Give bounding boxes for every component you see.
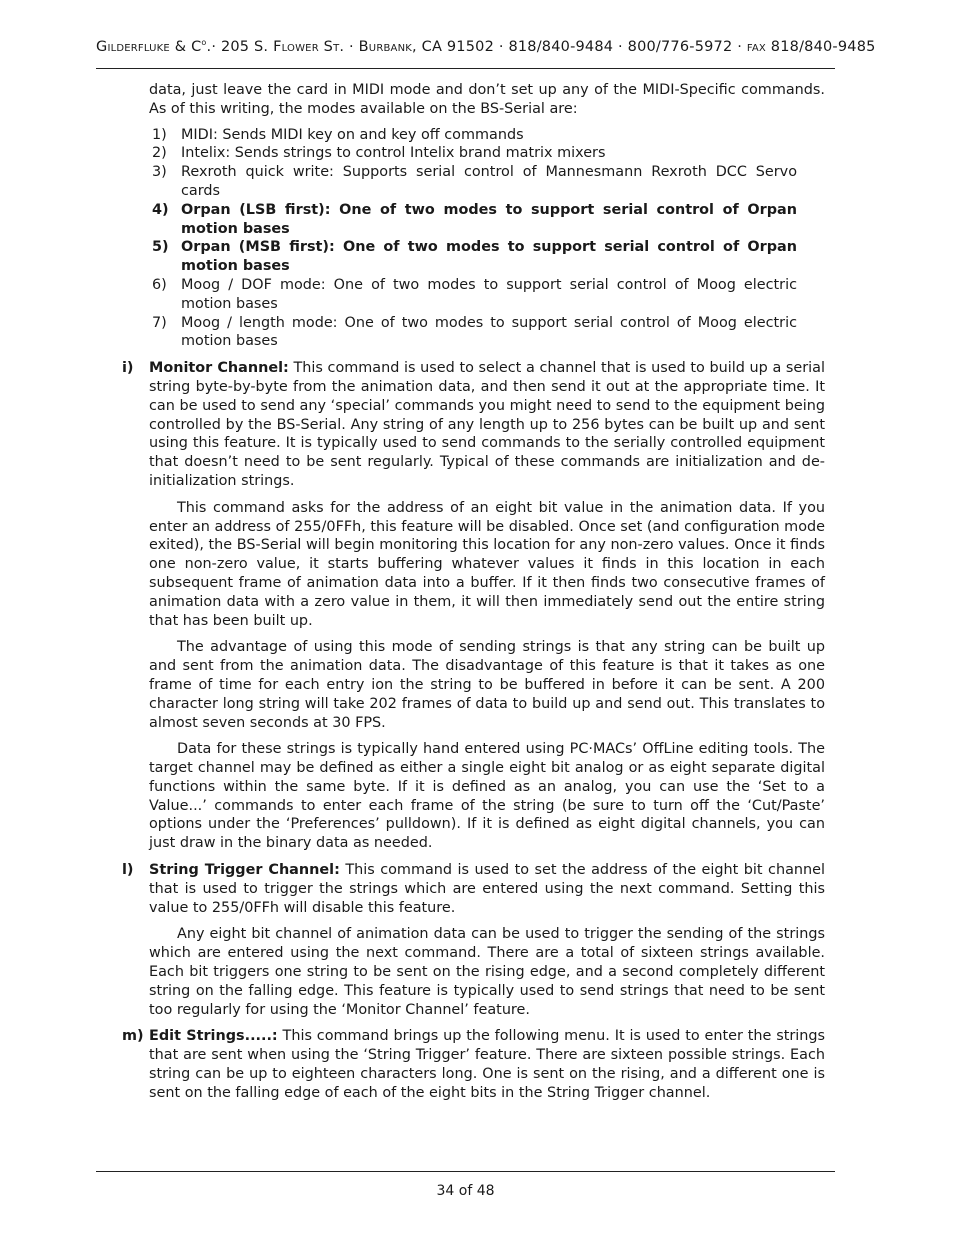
mode-text: MIDI: Sends MIDI key on and key off commands (181, 126, 524, 143)
section-edit-strings (122, 1027, 825, 1102)
mode-number: 5) (152, 239, 169, 256)
mode-number: 4) (152, 201, 169, 218)
mode-text: Intelix: Sends strings to control Intelix brand matrix mixers (181, 145, 606, 162)
mode-list-item (149, 314, 797, 352)
section-paragraph: Monitor Channel: This command is used to select a channel that is used to build up a serial string byte-by-byte from the animation data, and then send it out at the appropriate time. It can be used to send any ‘special’ commands you might need to send to the equipment being controlled by the BS-Serial. Any string of any length up to 256 bytes can be built up and sent using this feature. It is typically used to send commands to the serially controlled equipment that doesn’t need to be sent regularly. Typical of these commands are initialization and de-initialization strings. (149, 360, 826, 489)
mode-list-item (149, 201, 797, 239)
page-body (122, 81, 826, 1103)
mode-number: 7) (152, 314, 167, 331)
mode-text: Orpan (LSB first): One of two modes to support serial control of Orpan motion bases (181, 201, 797, 237)
paragraph: Any eight bit channel of animation data can be used to trigger the sending of the strings which are entered using the next command. There are a total of sixteen strings available. Each bit triggers one string to be sent on the rising edge, and a second completely different string on the falling edge. This feature is typically used to send strings that need to be sent too regularly for using the ‘Monitor Channel’ feature. (149, 926, 825, 1018)
section-string-trigger-channel (122, 861, 825, 1019)
mode-list-item (149, 238, 797, 276)
modes-list (149, 126, 825, 352)
section-letter: i) (122, 360, 134, 377)
header-rule (96, 68, 835, 69)
mode-text: Moog / DOF mode: One of two modes to support serial control of Moog electric motion bases (181, 276, 797, 312)
footer-rule (96, 1171, 835, 1172)
section-monitor-channel (122, 359, 826, 853)
section-letter: l) (122, 862, 134, 879)
mode-number: 3) (152, 164, 167, 181)
mode-number: 1) (152, 126, 167, 143)
mode-list-item (149, 276, 797, 314)
section-paragraph: String Trigger Channel: This command is used to set the address of the eight bit channel that is used to trigger the strings which are entered using the next command. Setting this value to 255/0FFh will disable this feature. (149, 862, 825, 916)
section-title: Edit Strings.....: (149, 1028, 278, 1045)
page-header (96, 38, 876, 55)
header-company: Gilderfluke & $C^o.\cdot 205$ S. Flower St. · Burbank, CA 91502 · 818/840-9484 · 800/776-5972 · fax 818/840-9485 (96, 38, 876, 55)
mode-text: Orpan (MSB first): One of two modes to support serial control of Orpan motion bases (181, 239, 797, 275)
section-paragraph: Edit Strings.....: This command brings up the following menu. It is used to enter the strings that are sent when using the ‘String Trigger’ feature. There are sixteen possible strings. Each string can be up to eighteen characters long. One is sent on the rising, and a different one is sent on the falling edge of each of the eight bits in the String Trigger channel. (149, 1028, 825, 1101)
mode-number: 6) (152, 276, 167, 293)
mode-list-item (149, 144, 797, 163)
section-title: String Trigger Channel: (149, 862, 340, 879)
paragraph: This command asks for the address of an eight bit value in the animation data. If you enter an address of 255/0FFh, this feature will be disabled. Once set (and configuration mode exited), the BS-Serial will begin monitoring this location for any non-zero values. Once it finds one non-zero value, it starts buffering whatever values it finds in this location in each subsequent frame of animation data into a buffer. If it then finds two consecutive frames of animation data with a zero value in them, it will then immediately send out the entire string that has been built up. (149, 499, 825, 629)
section-letter: m) (122, 1028, 144, 1045)
mode-text: Moog / length mode: One of two modes to support serial control of Moog electric motion bases (181, 314, 797, 350)
mode-list-item (149, 126, 797, 145)
section-title: Monitor Channel: (149, 360, 289, 377)
page-number: 34 of 48 (436, 1183, 495, 1199)
mode-text: Rexroth quick write: Supports serial control of Mannesmann Rexroth DCC Servo cards (181, 164, 797, 199)
intro-paragraph: data, just leave the card in MIDI mode and don’t set up any of the MIDI-Specific commands. As of this writing, the modes available on the BS-Serial are: (149, 82, 825, 117)
mode-number: 2) (152, 145, 167, 162)
paragraph: Data for these strings is typically hand entered using PC·MACs’ OffLine editing tools. The target channel may be defined as either a single eight bit analog or as eight separate digital functions within the same byte. If it is defined as an analog, you can use the ‘Set to a Value...’ commands to enter each frame of the string (be sure to turn off the ‘Cut/Paste’ options under the ‘Preferences’ pulldown). If it is defined as eight digital channels, you can just draw in the binary data as needed. (149, 741, 825, 852)
paragraph: The advantage of using this mode of sending strings is that any string can be built up and sent from the animation data. The disadvantage of this feature is that it takes as one frame of time for each entry ion the string to be buffered in before it can be sent. A 200 character long string will take 202 frames of data to build up and send out. This translates to almost seven seconds at 30 FPS. (149, 639, 825, 731)
mode-list-item (149, 163, 797, 201)
